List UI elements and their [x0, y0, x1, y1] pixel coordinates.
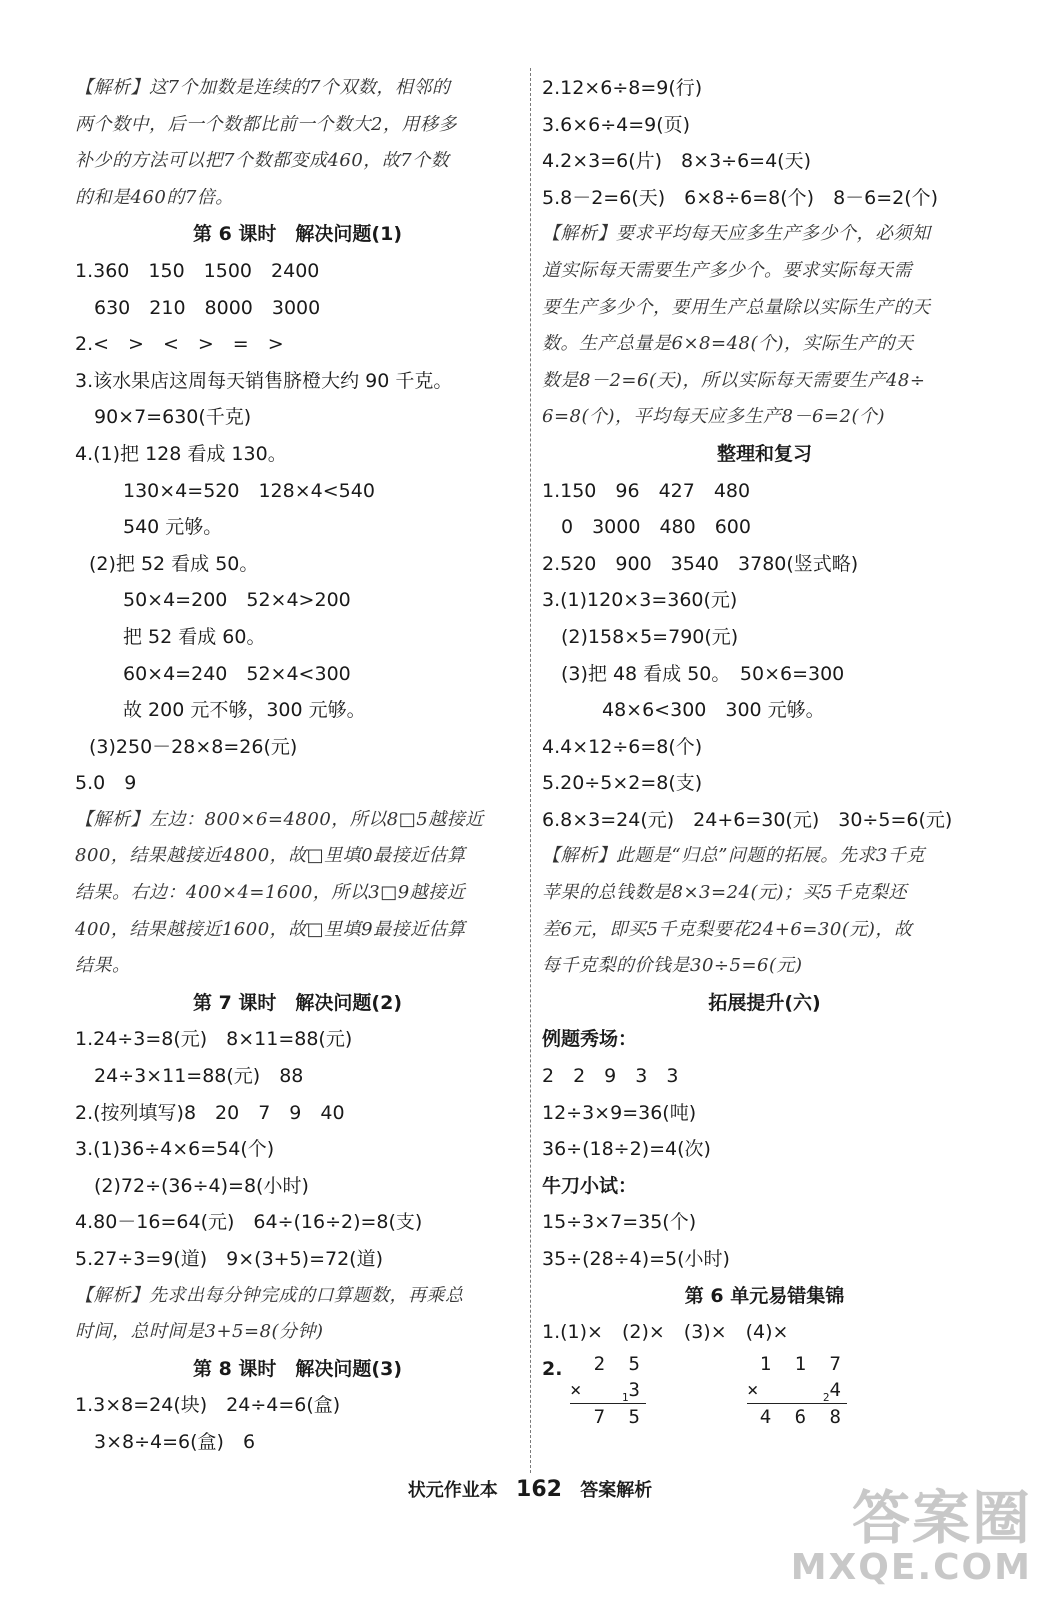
- answer-line: 4.2×3=6(片) 8×3÷6=4(天): [542, 150, 811, 173]
- answer-line: 3×8÷4=6(盒) 6: [75, 1430, 256, 1453]
- right-column: [542, 70, 987, 1441]
- answer-line: 630 210 8000 3000: [75, 296, 321, 319]
- answer-line: 故 200 元不够，300 元够。: [123, 699, 366, 722]
- note-line: 800，结果越接近4800，故□里填0最接近估算: [75, 845, 466, 867]
- note-line: 【解析】左边：800×6=4800，所以8□5越接近: [75, 808, 484, 830]
- answer-line: 48×6<300 300 元够。: [602, 699, 825, 722]
- footer-section: 答案解析: [580, 1480, 653, 1501]
- column-divider: [530, 68, 531, 1473]
- answer-line: 2.520 900 3540 3780(竖式略): [542, 552, 859, 575]
- page-number: 162: [516, 1477, 562, 1502]
- note-line: 要生产多少个，要用生产总量除以实际生产的天: [542, 296, 931, 318]
- answer-line: (3)把 48 看成 50。 50×6=300: [542, 662, 845, 685]
- note-line: 6=8(个)，平均每天应多生产8－6=2(个): [542, 406, 886, 428]
- answer-line: 把 52 看成 60。: [123, 625, 266, 648]
- carry-digit: 2: [822, 1390, 830, 1404]
- watermark-url: MXQE.COM: [790, 1547, 1032, 1588]
- multiply-sign: ×: [747, 1378, 759, 1401]
- answer-line: 5.8－2=6(天) 6×8÷6=8(个) 8－6=2(个): [542, 186, 939, 209]
- multiplier: [747, 1377, 847, 1403]
- note-line: 结果。右边：400×4=1600，所以3□9越接近: [75, 882, 466, 904]
- answer-line: 3.该水果店这周每天销售脐橙大约 90 千克。: [75, 369, 453, 392]
- section-title-errors: 第 6 单元易错集锦: [684, 1284, 845, 1307]
- note-line: 每千克梨的价钱是30÷5=6(元): [542, 955, 803, 977]
- section-title-lesson8: 第 8 课时 解决问题(3): [192, 1357, 403, 1380]
- note-line: 苹果的总钱数是8×3=24(元)；买5千克梨还: [542, 882, 907, 904]
- answer-line: 3.6×6÷4=9(页): [542, 113, 691, 136]
- answer-line: 2 2 9 3 3: [542, 1065, 679, 1088]
- answer-line: 5.27÷3=9(道) 9×(3+5)=72(道): [75, 1248, 383, 1270]
- multiplier-digit: 4: [829, 1378, 847, 1401]
- lesson7-note: [75, 1278, 520, 1351]
- answer-line: (2)把 52 看成 50。: [89, 552, 259, 575]
- carry-digit: 1: [621, 1390, 629, 1404]
- answer-line: 1.(1)× (2)× (3)× (4)×: [542, 1321, 789, 1344]
- footer-book-title: 状元作业本: [407, 1480, 498, 1501]
- review-note: [542, 838, 987, 984]
- note-line: 【解析】此题是“归总”问题的拓展。先求3千克: [542, 845, 925, 867]
- lesson6-note: [75, 802, 520, 985]
- vertical-multiplication-2: [747, 1351, 847, 1430]
- answer-line: 2.12×6÷8=9(行): [542, 77, 703, 99]
- answer-line: 4.80－16=64(元) 64÷(16÷2)=8(支): [75, 1211, 423, 1234]
- answer-line: 36÷(18÷2)=4(次): [542, 1138, 711, 1161]
- answer-line: (2)158×5=790(元): [542, 625, 739, 648]
- answer-line: 3.(1)120×3=360(元): [542, 589, 738, 612]
- note-line: 差6元，即买5千克梨要花24+6=30(元)，故: [542, 918, 913, 940]
- watermark-logo: [790, 1484, 1032, 1588]
- section-title-review: 整理和复习: [716, 442, 812, 465]
- answer-line: 90×7=630(千克): [75, 406, 252, 429]
- answer-line: 130×4=520 128×4<540: [123, 479, 375, 502]
- section-title-lesson7: 第 7 课时 解决问题(2): [192, 991, 403, 1014]
- answer-line: 15÷3×7=35(个): [542, 1211, 697, 1234]
- answer-line: 540 元够。: [123, 516, 223, 539]
- note-line: 两个数中，后一个数都比前一个数大2，用移多: [75, 113, 457, 135]
- note-line: 【解析】要求平均每天应多生产多少个，必须知: [542, 223, 931, 245]
- section-title-extension: 拓展提升(六): [708, 991, 821, 1014]
- note-line: 结果。: [75, 955, 131, 977]
- product: 7 5: [570, 1403, 646, 1430]
- intro-note: [75, 70, 520, 216]
- answer-line: 6.8×3=24(元) 24+6=30(元) 30÷5=6(元): [542, 808, 953, 831]
- answer-line: 35÷(28÷4)=5(小时): [542, 1248, 730, 1270]
- multiplicand: 1 1 7: [759, 1352, 847, 1375]
- answer-line: 1.24÷3=8(元) 8×11=88(元): [75, 1028, 353, 1051]
- answer-line: 4.(1)把 128 看成 130。: [75, 442, 287, 465]
- left-column: [75, 70, 520, 1461]
- answer-line: 24÷3×11=88(元) 88: [75, 1065, 304, 1088]
- answer-line: 5.20÷5×2=8(支): [542, 772, 703, 795]
- answer-line: 0 3000 480 600: [542, 516, 751, 539]
- vertical-multiplication-1: [570, 1351, 646, 1430]
- answer-line: (3)250－28×8=26(元): [89, 735, 298, 758]
- answer-line: 60×4=240 52×4<300: [123, 662, 351, 685]
- answer-line: 1.360 150 1500 2400: [75, 259, 320, 282]
- top-note: [542, 216, 987, 436]
- answer-line: 1.3×8=24(块) 24÷4=6(盒): [75, 1394, 341, 1417]
- answer-line: 50×4=200 52×4>200: [123, 589, 351, 612]
- answer-line: 2.< > < > = >: [75, 333, 284, 356]
- answer-line: 1.150 96 427 480: [542, 479, 751, 502]
- product: 4 6 8: [747, 1403, 847, 1430]
- note-line: 【解析】这7个加数是连续的7个双数，相邻的: [75, 77, 451, 98]
- note-line: 数。生产总量是6×8=48(个)，实际生产的天: [542, 333, 914, 355]
- answer-line: 12÷3×9=36(吨): [542, 1101, 697, 1124]
- note-line: 数是8－2=6(天)，所以实际每天需要生产48÷: [542, 369, 926, 391]
- subheading-example: 例题秀场：: [542, 1028, 638, 1051]
- section-title-lesson6: 第 6 课时 解决问题(1): [192, 223, 403, 246]
- multiplier-digit: 3: [628, 1378, 646, 1401]
- note-line: 补少的方法可以把7个数都变成460，故7个数: [75, 150, 450, 172]
- answer-line: 2.(按列填写)8 20 7 9 40: [75, 1101, 345, 1124]
- multiply-sign: ×: [570, 1378, 582, 1401]
- watermark-text: 答案圈: [851, 1484, 1032, 1552]
- answer-line: 3.(1)36÷4×6=54(个): [75, 1138, 275, 1161]
- answer-line: 4.4×12÷6=8(个): [542, 735, 703, 758]
- note-line: 道实际每天需要生产多少个。要求实际每天需: [542, 259, 912, 281]
- answer-line: 5.0 9: [75, 772, 137, 795]
- question-number: 2.: [542, 1357, 563, 1380]
- note-line: 【解析】先求出每分钟完成的口算题数，再乘总: [75, 1284, 464, 1306]
- note-line: 400，结果越接近1600，故□里填9最接近估算: [75, 918, 466, 940]
- note-line: 的和是460的7倍。: [75, 186, 234, 208]
- vertical-multiplication-row: [542, 1351, 987, 1441]
- note-line: 时间，总时间是3+5=8(分钟): [75, 1321, 324, 1343]
- answer-line: (2)72÷(36÷4)=8(小时): [75, 1174, 309, 1197]
- subheading-trial: 牛刀小试：: [542, 1174, 638, 1197]
- multiplicand: 2 5: [593, 1352, 646, 1375]
